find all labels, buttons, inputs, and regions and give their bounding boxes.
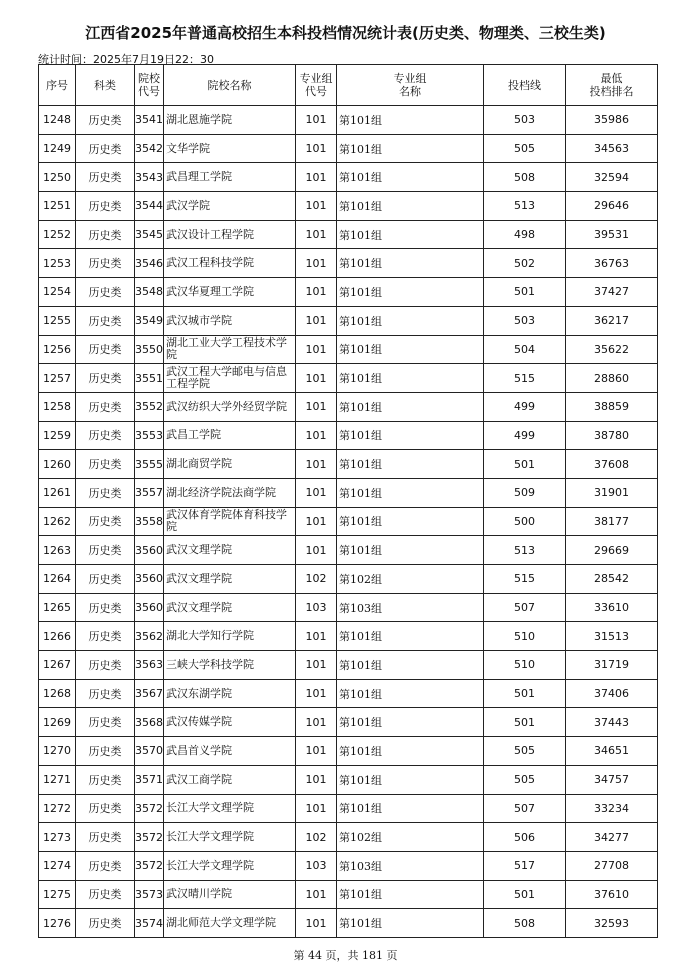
cell-subject: 历史类 — [76, 364, 135, 393]
cell-subject: 历史类 — [76, 306, 135, 335]
cell-school-code: 3550 — [135, 335, 164, 364]
cell-group-code: 101 — [296, 106, 337, 135]
cell-group-code: 101 — [296, 249, 337, 278]
cell-admission-line: 507 — [484, 794, 566, 823]
cell-group-name: 第101组 — [337, 536, 484, 565]
table-row — [39, 249, 658, 278]
header-school-code: 院校 代号 — [135, 65, 164, 106]
cell-school-code: 3560 — [135, 536, 164, 565]
cell-min-rank: 35622 — [566, 335, 658, 364]
cell-admission-line: 508 — [484, 909, 566, 938]
cell-group-name: 第101组 — [337, 909, 484, 938]
cell-school-name: 武汉工程大学邮电与信息工程学院 — [164, 364, 296, 393]
table-row — [39, 364, 658, 393]
cell-school-name: 武汉体育学院体育科技学院 — [164, 507, 296, 536]
header-group-name: 专业组 名称 — [337, 65, 484, 106]
cell-school-code: 3562 — [135, 622, 164, 651]
cell-admission-line: 498 — [484, 220, 566, 249]
table-row — [39, 851, 658, 880]
cell-group-code: 101 — [296, 392, 337, 421]
cell-min-rank: 32593 — [566, 909, 658, 938]
cell-min-rank: 31513 — [566, 622, 658, 651]
cell-school-code: 3552 — [135, 392, 164, 421]
cell-group-name: 第101组 — [337, 708, 484, 737]
cell-school-name: 武汉文理学院 — [164, 593, 296, 622]
cell-min-rank: 29669 — [566, 536, 658, 565]
cell-min-rank: 37427 — [566, 278, 658, 307]
cell-min-rank: 37443 — [566, 708, 658, 737]
cell-group-name: 第101组 — [337, 192, 484, 221]
cell-min-rank: 31901 — [566, 478, 658, 507]
cell-seq: 1254 — [39, 278, 76, 307]
cell-subject: 历史类 — [76, 909, 135, 938]
cell-admission-line: 501 — [484, 679, 566, 708]
cell-subject: 历史类 — [76, 134, 135, 163]
cell-school-name: 武汉华夏理工学院 — [164, 278, 296, 307]
cell-subject: 历史类 — [76, 392, 135, 421]
cell-min-rank: 33234 — [566, 794, 658, 823]
cell-group-name: 第101组 — [337, 249, 484, 278]
cell-school-name: 湖北师范大学文理学院 — [164, 909, 296, 938]
cell-subject: 历史类 — [76, 507, 135, 536]
cell-admission-line: 501 — [484, 278, 566, 307]
cell-group-code: 103 — [296, 851, 337, 880]
cell-school-code: 3567 — [135, 679, 164, 708]
cell-admission-line: 515 — [484, 565, 566, 594]
table-row — [39, 823, 658, 852]
table-row — [39, 421, 658, 450]
cell-subject: 历史类 — [76, 450, 135, 479]
table-row — [39, 765, 658, 794]
cell-group-name: 第103组 — [337, 593, 484, 622]
cell-subject: 历史类 — [76, 593, 135, 622]
cell-school-name: 武汉东湖学院 — [164, 679, 296, 708]
cell-seq: 1252 — [39, 220, 76, 249]
cell-admission-line: 510 — [484, 622, 566, 651]
cell-subject: 历史类 — [76, 851, 135, 880]
table-row — [39, 106, 658, 135]
cell-school-code: 3541 — [135, 106, 164, 135]
cell-seq: 1261 — [39, 478, 76, 507]
cell-subject: 历史类 — [76, 794, 135, 823]
cell-admission-line: 505 — [484, 737, 566, 766]
cell-subject: 历史类 — [76, 278, 135, 307]
cell-school-name: 武汉工商学院 — [164, 765, 296, 794]
cell-group-code: 101 — [296, 163, 337, 192]
cell-school-code: 3574 — [135, 909, 164, 938]
cell-group-name: 第101组 — [337, 134, 484, 163]
cell-admission-line: 513 — [484, 536, 566, 565]
cell-school-name: 武昌工学院 — [164, 421, 296, 450]
cell-seq: 1249 — [39, 134, 76, 163]
cell-school-name: 武汉学院 — [164, 192, 296, 221]
cell-min-rank: 39531 — [566, 220, 658, 249]
cell-school-name: 武汉工程科技学院 — [164, 249, 296, 278]
cell-school-code: 3555 — [135, 450, 164, 479]
cell-group-code: 103 — [296, 593, 337, 622]
cell-seq: 1248 — [39, 106, 76, 135]
cell-group-code: 101 — [296, 134, 337, 163]
cell-subject: 历史类 — [76, 106, 135, 135]
cell-admission-line: 501 — [484, 450, 566, 479]
cell-group-code: 101 — [296, 220, 337, 249]
header-seq: 序号 — [39, 65, 76, 106]
cell-group-code: 101 — [296, 478, 337, 507]
cell-school-code: 3563 — [135, 651, 164, 680]
cell-school-name: 湖北工业大学工程技术学院 — [164, 335, 296, 364]
cell-subject: 历史类 — [76, 192, 135, 221]
cell-subject: 历史类 — [76, 880, 135, 909]
cell-admission-line: 505 — [484, 134, 566, 163]
cell-seq: 1251 — [39, 192, 76, 221]
cell-admission-line: 499 — [484, 421, 566, 450]
document-title: 江西省2025年普通高校招生本科投档情况统计表(历史类、物理类、三校生类) — [85, 24, 606, 42]
cell-min-rank: 35986 — [566, 106, 658, 135]
cell-school-code: 3542 — [135, 134, 164, 163]
cell-school-code: 3572 — [135, 794, 164, 823]
cell-seq: 1273 — [39, 823, 76, 852]
header-admission-line: 投档线 — [484, 65, 566, 106]
cell-seq: 1257 — [39, 364, 76, 393]
cell-seq: 1275 — [39, 880, 76, 909]
cell-school-code: 3558 — [135, 507, 164, 536]
cell-admission-line: 517 — [484, 851, 566, 880]
table-row — [39, 651, 658, 680]
cell-min-rank: 33610 — [566, 593, 658, 622]
cell-min-rank: 31719 — [566, 651, 658, 680]
table-row — [39, 450, 658, 479]
cell-school-code: 3571 — [135, 765, 164, 794]
table-header-row — [39, 65, 658, 106]
cell-seq: 1259 — [39, 421, 76, 450]
cell-seq: 1260 — [39, 450, 76, 479]
cell-admission-line: 501 — [484, 880, 566, 909]
cell-group-code: 101 — [296, 306, 337, 335]
cell-subject: 历史类 — [76, 249, 135, 278]
cell-group-code: 101 — [296, 708, 337, 737]
cell-group-code: 101 — [296, 679, 337, 708]
cell-group-name: 第101组 — [337, 478, 484, 507]
cell-group-name: 第101组 — [337, 765, 484, 794]
table-row — [39, 306, 658, 335]
cell-subject: 历史类 — [76, 536, 135, 565]
cell-min-rank: 34563 — [566, 134, 658, 163]
cell-subject: 历史类 — [76, 163, 135, 192]
cell-group-name: 第101组 — [337, 163, 484, 192]
cell-group-code: 101 — [296, 421, 337, 450]
table-row — [39, 507, 658, 536]
cell-school-name: 长江大学文理学院 — [164, 851, 296, 880]
cell-school-code: 3572 — [135, 823, 164, 852]
header-subject: 科类 — [76, 65, 135, 106]
cell-group-name: 第101组 — [337, 306, 484, 335]
cell-school-code: 3545 — [135, 220, 164, 249]
cell-seq: 1269 — [39, 708, 76, 737]
cell-seq: 1253 — [39, 249, 76, 278]
table-body — [39, 106, 658, 938]
cell-group-code: 101 — [296, 278, 337, 307]
table-row — [39, 622, 658, 651]
cell-subject: 历史类 — [76, 421, 135, 450]
cell-group-name: 第101组 — [337, 278, 484, 307]
cell-admission-line: 508 — [484, 163, 566, 192]
cell-school-code: 3548 — [135, 278, 164, 307]
cell-group-code: 101 — [296, 651, 337, 680]
cell-group-code: 101 — [296, 737, 337, 766]
cell-subject: 历史类 — [76, 565, 135, 594]
cell-school-code: 3572 — [135, 851, 164, 880]
cell-group-code: 102 — [296, 565, 337, 594]
cell-school-name: 武汉城市学院 — [164, 306, 296, 335]
cell-seq: 1266 — [39, 622, 76, 651]
footer-middle: 页，共 — [325, 949, 359, 962]
table-row — [39, 679, 658, 708]
cell-group-name: 第101组 — [337, 737, 484, 766]
cell-admission-line: 501 — [484, 708, 566, 737]
cell-school-name: 湖北经济学院法商学院 — [164, 478, 296, 507]
cell-school-code: 3551 — [135, 364, 164, 393]
cell-seq: 1256 — [39, 335, 76, 364]
cell-min-rank: 34651 — [566, 737, 658, 766]
cell-admission-line: 504 — [484, 335, 566, 364]
cell-min-rank: 29646 — [566, 192, 658, 221]
cell-school-code: 3560 — [135, 565, 164, 594]
table-row — [39, 192, 658, 221]
cell-admission-line: 503 — [484, 306, 566, 335]
cell-min-rank: 38859 — [566, 392, 658, 421]
cell-admission-line: 500 — [484, 507, 566, 536]
cell-subject: 历史类 — [76, 679, 135, 708]
cell-group-code: 101 — [296, 335, 337, 364]
cell-group-name: 第101组 — [337, 364, 484, 393]
cell-group-code: 101 — [296, 536, 337, 565]
cell-school-name: 武汉设计工程学院 — [164, 220, 296, 249]
cell-group-name: 第101组 — [337, 651, 484, 680]
cell-admission-line: 515 — [484, 364, 566, 393]
cell-subject: 历史类 — [76, 823, 135, 852]
cell-group-name: 第101组 — [337, 335, 484, 364]
cell-school-code: 3543 — [135, 163, 164, 192]
cell-group-code: 101 — [296, 909, 337, 938]
cell-group-code: 101 — [296, 507, 337, 536]
cell-min-rank: 28860 — [566, 364, 658, 393]
cell-min-rank: 27708 — [566, 851, 658, 880]
cell-school-name: 武汉传媒学院 — [164, 708, 296, 737]
cell-school-code: 3573 — [135, 880, 164, 909]
table-row — [39, 134, 658, 163]
table-row — [39, 536, 658, 565]
cell-group-code: 101 — [296, 364, 337, 393]
cell-group-code: 101 — [296, 622, 337, 651]
cell-subject: 历史类 — [76, 622, 135, 651]
cell-seq: 1262 — [39, 507, 76, 536]
cell-school-code: 3568 — [135, 708, 164, 737]
cell-group-name: 第101组 — [337, 421, 484, 450]
cell-school-name: 武昌理工学院 — [164, 163, 296, 192]
cell-school-name: 三峡大学科技学院 — [164, 651, 296, 680]
cell-admission-line: 510 — [484, 651, 566, 680]
footer-total-pages: 181 — [362, 949, 383, 962]
cell-subject: 历史类 — [76, 220, 135, 249]
cell-seq: 1267 — [39, 651, 76, 680]
cell-admission-line: 503 — [484, 106, 566, 135]
cell-min-rank: 28542 — [566, 565, 658, 594]
cell-admission-line: 509 — [484, 478, 566, 507]
cell-group-name: 第102组 — [337, 823, 484, 852]
cell-school-name: 武汉晴川学院 — [164, 880, 296, 909]
table-row — [39, 220, 658, 249]
cell-admission-line: 506 — [484, 823, 566, 852]
cell-seq: 1263 — [39, 536, 76, 565]
cell-group-name: 第103组 — [337, 851, 484, 880]
header-group-code: 专业组 代号 — [296, 65, 337, 106]
cell-group-code: 102 — [296, 823, 337, 852]
cell-subject: 历史类 — [76, 651, 135, 680]
cell-group-name: 第101组 — [337, 880, 484, 909]
table-row — [39, 708, 658, 737]
cell-admission-line: 507 — [484, 593, 566, 622]
cell-min-rank: 36217 — [566, 306, 658, 335]
cell-group-name: 第102组 — [337, 565, 484, 594]
cell-seq: 1276 — [39, 909, 76, 938]
cell-seq: 1264 — [39, 565, 76, 594]
cell-min-rank: 37608 — [566, 450, 658, 479]
cell-seq: 1274 — [39, 851, 76, 880]
cell-admission-line: 513 — [484, 192, 566, 221]
cell-subject: 历史类 — [76, 737, 135, 766]
cell-subject: 历史类 — [76, 478, 135, 507]
cell-min-rank: 34757 — [566, 765, 658, 794]
cell-subject: 历史类 — [76, 765, 135, 794]
table-row — [39, 909, 658, 938]
cell-school-name: 长江大学文理学院 — [164, 794, 296, 823]
header-min-rank: 最低 投档排名 — [566, 65, 658, 106]
cell-school-name: 武昌首义学院 — [164, 737, 296, 766]
cell-min-rank: 38780 — [566, 421, 658, 450]
cell-group-name: 第101组 — [337, 392, 484, 421]
table-row — [39, 794, 658, 823]
cell-group-code: 101 — [296, 880, 337, 909]
cell-seq: 1258 — [39, 392, 76, 421]
cell-min-rank: 37610 — [566, 880, 658, 909]
cell-min-rank: 36763 — [566, 249, 658, 278]
cell-seq: 1268 — [39, 679, 76, 708]
cell-min-rank: 34277 — [566, 823, 658, 852]
table-row — [39, 593, 658, 622]
cell-school-name: 湖北恩施学院 — [164, 106, 296, 135]
table-row — [39, 392, 658, 421]
page-footer — [0, 947, 691, 963]
cell-group-code: 101 — [296, 794, 337, 823]
cell-school-code: 3570 — [135, 737, 164, 766]
cell-min-rank: 37406 — [566, 679, 658, 708]
cell-admission-line: 499 — [484, 392, 566, 421]
cell-group-code: 101 — [296, 192, 337, 221]
cell-min-rank: 32594 — [566, 163, 658, 192]
footer-page-number: 44 — [308, 949, 322, 962]
cell-seq: 1272 — [39, 794, 76, 823]
cell-school-code: 3557 — [135, 478, 164, 507]
cell-seq: 1270 — [39, 737, 76, 766]
cell-min-rank: 38177 — [566, 507, 658, 536]
cell-seq: 1271 — [39, 765, 76, 794]
admission-table — [38, 64, 658, 938]
cell-group-name: 第101组 — [337, 106, 484, 135]
cell-school-name: 文华学院 — [164, 134, 296, 163]
cell-group-name: 第101组 — [337, 450, 484, 479]
cell-school-code: 3549 — [135, 306, 164, 335]
cell-subject: 历史类 — [76, 708, 135, 737]
cell-seq: 1250 — [39, 163, 76, 192]
cell-school-name: 湖北商贸学院 — [164, 450, 296, 479]
cell-group-name: 第101组 — [337, 507, 484, 536]
cell-admission-line: 502 — [484, 249, 566, 278]
cell-group-name: 第101组 — [337, 794, 484, 823]
footer-prefix: 第 — [293, 949, 305, 962]
cell-group-code: 101 — [296, 765, 337, 794]
cell-school-name: 武汉文理学院 — [164, 536, 296, 565]
table-row — [39, 163, 658, 192]
cell-school-code: 3553 — [135, 421, 164, 450]
cell-school-code: 3546 — [135, 249, 164, 278]
cell-group-name: 第101组 — [337, 679, 484, 708]
table-row — [39, 335, 658, 364]
footer-suffix: 页 — [386, 949, 398, 962]
cell-school-code: 3560 — [135, 593, 164, 622]
cell-group-name: 第101组 — [337, 220, 484, 249]
cell-school-code: 3544 — [135, 192, 164, 221]
cell-school-name: 武汉文理学院 — [164, 565, 296, 594]
table-row — [39, 565, 658, 594]
stat-time: 统计时间：2025年7月19日22：30 — [38, 53, 214, 66]
header-school-name: 院校名称 — [164, 65, 296, 106]
cell-school-name: 湖北大学知行学院 — [164, 622, 296, 651]
cell-subject: 历史类 — [76, 335, 135, 364]
cell-group-name: 第101组 — [337, 622, 484, 651]
cell-school-name: 长江大学文理学院 — [164, 823, 296, 852]
cell-group-code: 101 — [296, 450, 337, 479]
table-row — [39, 278, 658, 307]
cell-admission-line: 505 — [484, 765, 566, 794]
table-row — [39, 478, 658, 507]
cell-school-name: 武汉纺织大学外经贸学院 — [164, 392, 296, 421]
cell-seq: 1265 — [39, 593, 76, 622]
cell-seq: 1255 — [39, 306, 76, 335]
table-row — [39, 737, 658, 766]
table-row — [39, 880, 658, 909]
